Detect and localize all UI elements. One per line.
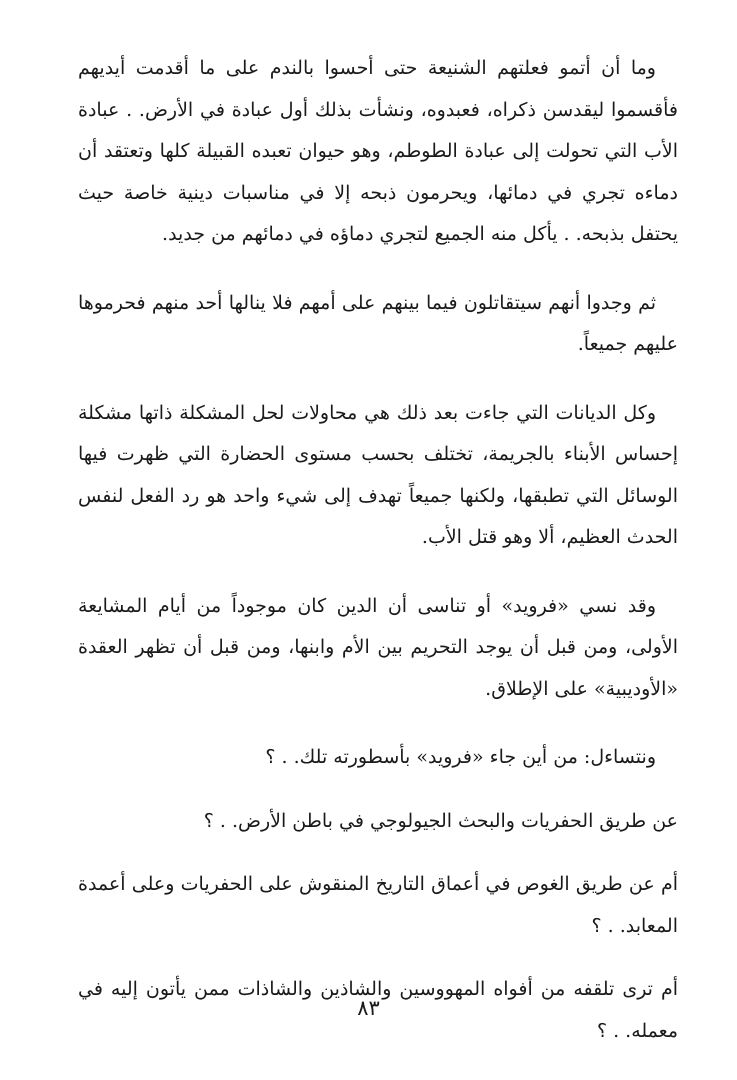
paragraph-4: وقد نسي «فرويد» أو تناسى أن الدين كان موجوداً من أيام المشايعة الأولى، ومن قبل أن يوجد التحريم بين الأم وابنها، ومن قبل أن تظهر العقدة «الأوديبية» على الإطلاق.	[78, 594, 678, 700]
paragraph-5: ونتساءل: من أين جاء «فرويد» بأسطورته تلك. . ؟	[265, 746, 656, 768]
page-body	[78, 48, 678, 1079]
paragraph-1: وما أن أتمو فعلتهم الشنيعة حتى أحسوا بالندم على ما أقدمت أيديهم فأقسموا ليقدسن ذكراه، فعبدوه، ونشأت بذلك أول عبادة في الأرض. . عبادة الأب التي تحولت إلى عبادة الطوطم، وهو حيوان تعبده القبيلة كلها وتعتقد أن دماءه تجري في دمائها، ويحرمون ذبحه إلا في مناسبات دينية خاصة حيث يحتفل بذبحه. . يأكل منه الجميع لتجري دماؤه في دمائهم من جديد.	[78, 57, 678, 245]
paragraph-8: أم ترى تلقفه من أفواه المهووسين والشاذين والشاذات ممن يأتون إليه في معمله. . ؟	[78, 978, 678, 1042]
page-number: ٨٣	[357, 996, 380, 1020]
paragraph-7: أم عن طريق الغوص في أعماق التاريخ المنقوش على الحفريات وعلى أعمدة المعابد. . ؟	[78, 873, 678, 937]
paragraph-3: وكل الديانات التي جاءت بعد ذلك هي محاولات لحل المشكلة ذاتها مشكلة إحساس الأبناء بالجريمة، تختلف بحسب مستوى الحضارة التي ظهرت فيها الوسائل التي تطبقها، ولكنها جميعاً تهدف إلى شيء واحد هو رد الفعل لنفس الحدث العظيم، ألا وهو قتل الأب.	[78, 401, 678, 548]
paragraph-2: ثم وجدوا أنهم سيتقاتلون فيما بينهم على أمهم فلا ينالها أحد منهم فحرموها عليهم جميعاً.	[78, 291, 678, 355]
paragraph-6: عن طريق الحفريات والبحث الجيولوجي في باطن الأرض. . ؟	[203, 809, 678, 832]
